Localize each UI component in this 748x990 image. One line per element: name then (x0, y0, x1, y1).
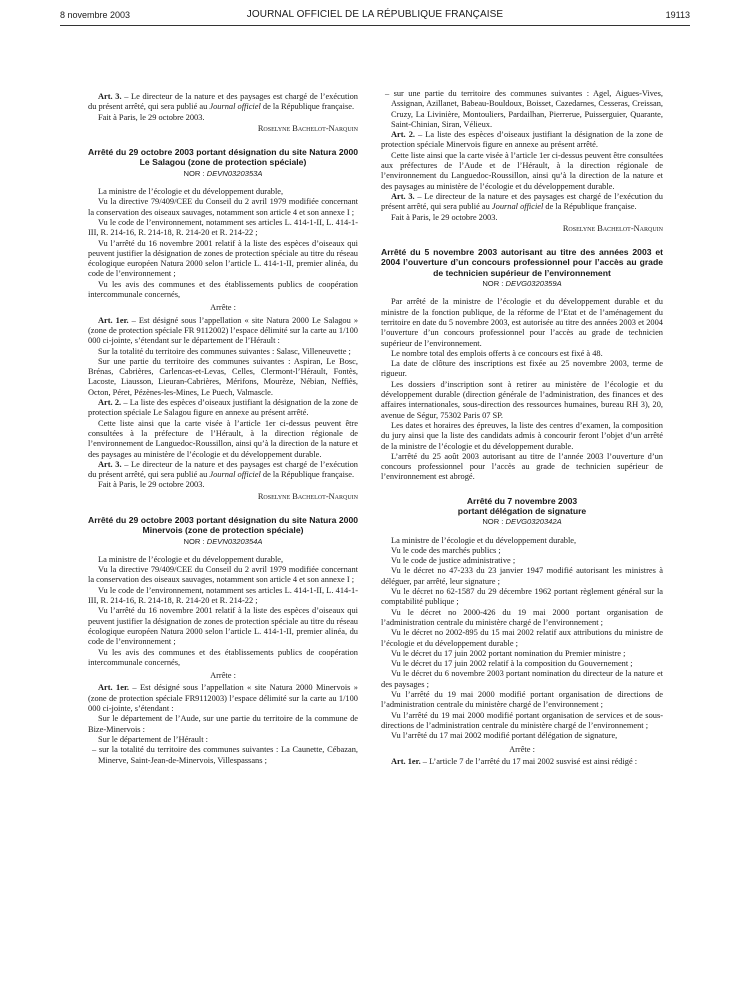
arrete-title: Arrêté du 5 novembre 2003 autorisant au titre des années 2003 et 2004 l’ouverture d’un concours professionnel pour l’accès au grade de technicien supérieur de l’environnement (381, 247, 663, 278)
nor-reference: NOR : DEVN0320353A (183, 168, 263, 178)
paragraph: Vu le décret no 62-1587 du 29 décembre 1962 portant règlement général sur la comptabilité publique ; (381, 587, 663, 607)
paragraph: Vu l’arrêté du 16 novembre 2001 relatif à la liste des espèces d’oiseaux qui peuvent justifier la désignation de zones de protection spéciale au titre du réseau écologique européen Natura 2000 selon l’article L. 414-1-II, premier alinéa, du code de l’environnement ; (88, 606, 358, 647)
paragraph: Par arrêté de la ministre de l’écologie et du développement durable et du ministre de la fonction publique, de la réforme de l’Etat et de l’aménagement du territoire en date du 5 novembre 2003, est autorisée au titre des années 2003 et 2004 l’ouverture d’un concours professionnel pour l’accès au grade de technicien supérieur de l’environnement. (381, 297, 663, 348)
arrete-title: Arrêté du 7 novembre 2003 (466, 495, 578, 506)
paragraph: Vu le décret du 17 juin 2002 portant nomination du Premier ministre ; (391, 648, 626, 658)
article-3: Art. 3. – Le directeur de la nature et des paysages est chargé de l’exécution du présent arrêté, qui sera publié au Journal officiel de la République française. (88, 459, 358, 480)
arrete-subtitle: portant délégation de signature (457, 505, 587, 516)
paragraph: Le nombre total des emplois offerts à ce concours est fixé à 48. (391, 348, 603, 358)
article-3: Art. 3. – Le directeur de la nature et des paysages est chargé de l’exécution du présent arrêté, qui sera publié au Journal officiel de la République française. (381, 191, 663, 212)
arrete-concours (381, 247, 663, 483)
paragraph: Sur la totalité du territoire des communes suivantes : Salasc, Villeneuvette ; (98, 346, 351, 356)
paragraph: Vu le code de l’environnement, notamment ses articles L. 414-1-II, L. 414-1-III, R. 214-16, R. 214-18, R. 214-20 et R. 214-22 ; (88, 217, 358, 238)
article-1: Art. 1er. – L’article 7 de l’arrêté du 17 mai 2002 susvisé est ainsi rédigé : (391, 756, 638, 766)
article-3: Art. 3. – Le directeur de la nature et des paysages est chargé de l’exécution du présent arrêté, qui sera publié au Journal officiel de la République française. (88, 92, 358, 112)
list-item: – sur la totalité du territoire des communes suivantes : La Caunette, Cébazan, Minerve, Saint-Jean-de-Minervois, Villespassans ; (92, 745, 358, 765)
arrete-minervois (88, 515, 358, 766)
paragraph: Vu l’arrêté du 19 mai 2000 modifié portant organisation de services et de sous-directions de l’administration centrale du ministère chargé de l’environnement ; (381, 710, 663, 730)
header-rule (60, 25, 690, 26)
article-1: Art. 1er. – Est désigné sous l’appellation « site Natura 2000 Le Salagou » (zone de protection spéciale FR 9112002) l’espace délimité sur la carte au 1/100 000 ci-jointe, s’étendant sur le département de l’Hérault : (88, 315, 359, 346)
paragraph: Vu les avis des communes et des établissements publics de coopération intercommunale concernés, (88, 279, 358, 300)
paragraph: Vu le décret du 6 novembre 2003 portant nomination du directeur de la nature et des paysages ; (381, 669, 663, 689)
nor-reference: NOR : DEVG0320359A (482, 279, 562, 289)
fait-a-paris: Fait à Paris, le 29 octobre 2003. (391, 212, 498, 222)
signature: Roselyne Bachelot-Narquin (257, 491, 358, 501)
paragraph: Cette liste ainsi que la carte visée à l’article 1er ci-dessus peuvent être consultées aux préfectures de l’Aude et de l’Hérault, à la direction régionale de l’environnement du Languedoc-Roussillon, ainsi qu’à la direction de la nature et des paysages au ministère de l’écologie et du développement durable. (381, 150, 663, 191)
article-1: Art. 1er. – Est désigné sous l’appellation « site Natura 2000 Minervois » (zone de protection spéciale FR9112003) l’espace délimité sur la carte au 1/100 000 ci-jointe, s’étendant : (88, 683, 358, 714)
paragraph: Vu le décret du 17 juin 2002 relatif à la composition du Gouvernement ; (391, 659, 633, 669)
signature: Roselyne Bachelot-Narquin (257, 123, 358, 133)
paragraph: Vu le décret no 2000-426 du 19 mai 2000 portant organisation de l’administration centrale du ministère chargé de l’environnement ; (381, 607, 663, 627)
arrete-title: Arrêté du 29 octobre 2003 portant désignation du site Natura 2000 Minervois (zone de protection spéciale) (88, 514, 358, 536)
paragraph: Vu l’arrêté du 16 novembre 2001 relatif à la liste des espèces d’oiseaux qui peuvent justifier la désignation de zones de protection spéciale au titre du réseau écologique européen Natura 2000 selon l’article L. 414-1-II, premier alinéa, du code de l’environnement ; (88, 238, 358, 279)
paragraph: Vu le décret no 2002-895 du 15 mai 2002 relatif aux attributions du ministre de l’écologie et du développement durable ; (381, 628, 663, 648)
header-date: 8 novembre 2003 (60, 10, 131, 20)
paragraph: Les dates et horaires des épreuves, la liste des centres d’examen, la composition du jury ainsi que la liste des candidats admis à concourir feront l’objet d’un arrêté de la ministre de l’écologie et du développement durable. (381, 420, 663, 451)
paragraph: Vu le code de l’environnement, notamment ses articles L. 414-1-II, L. 414-1-III, R. 214-16, R. 214-18, R. 214-20 et R. 214-22 ; (88, 585, 358, 606)
paragraph: Vu la directive 79/409/CEE du Conseil du 2 avril 1979 modifiée concernant la conservation des oiseaux sauvages, notamment son article 4 et son annexe I ; (88, 197, 358, 217)
paragraph: La ministre de l’écologie et du développement durable, (98, 187, 284, 197)
paragraph: Vu le code de justice administrative ; (391, 556, 516, 566)
arrete-delegation (381, 496, 663, 767)
paragraph: Cette liste ainsi que la carte visée à l’article 1er ci-dessus peuvent être consultées à la préfecture de l’Hérault, à la direction régionale de l’environnement de Languedoc-Roussillon, ainsi qu’à la direction de la nature et des paysages au ministère de l’écologie et du développement durable. (88, 418, 358, 459)
paragraph: L’arrêté du 25 août 2003 autorisant au titre de l’année 2003 l’ouverture d’un concours professionnel pour l’accès au grade de technicien supérieur de l’environnement est abrogé. (381, 451, 663, 482)
list-item: – sur une partie du territoire des communes suivantes : Agel, Aigues-Vives, Assignan, Azillanet, Babeau-Bouldoux, Boisset, Cazedarnes, Cesseras, Creissan, Cruzy, La Livinière, Montouliers, Pardailhan, Pierrerue, Puisserguier, Quarante, Saint-Chinian, Siran, Vélieux. (385, 89, 663, 129)
paragraph: Vu le décret no 47-233 du 23 janvier 1947 modifié autorisant les ministres à déléguer, par arrêté, leur signature ; (381, 566, 663, 586)
paragraph: La ministre de l’écologie et du développement durable, (391, 535, 577, 545)
header-journal-title: JOURNAL OFFICIEL DE LA RÉPUBLIQUE FRANÇAISE (246, 9, 504, 20)
paragraph: Vu la directive 79/409/CEE du Conseil du 2 avril 1979 modifiée concernant la conservation des oiseaux sauvages, notamment son article 4 et son annexe I ; (88, 565, 358, 585)
paragraph: Vu l’arrêté du 19 mai 2000 modifié portant organisation de directions de l’administration centrale du ministère chargé de l’environnement ; (381, 690, 663, 710)
paragraph: Les dossiers d’inscription sont à retirer au ministère de l’écologie et du développement durable (direction générale de l’administration, des finances et des affaires internationales, sous-direction des ressources humaines, bureau RH 3), 20, avenue de Ségur, 75302 Paris 07 SP. (381, 379, 663, 420)
paragraph: La date de clôture des inscriptions est fixée au 25 novembre 2003, terme de rigueur. (381, 359, 663, 379)
page-header (60, 10, 690, 26)
arrete-heading: Arrête : (210, 303, 236, 313)
fait-a-paris: Fait à Paris, le 29 octobre 2003. (98, 480, 205, 490)
arrete-salagou (88, 147, 358, 502)
arrete-heading: Arrête : (210, 671, 236, 681)
paragraph: Sur le département de l’Hérault : (98, 734, 208, 744)
paragraph: Vu les avis des communes et des établissements publics de coopération intercommunale concernés, (88, 647, 358, 667)
paragraph: Vu le code des marchés publics ; (391, 545, 501, 555)
header-page-number: 19113 (665, 10, 690, 20)
fait-a-paris: Fait à Paris, le 29 octobre 2003. (98, 112, 205, 122)
signature: Roselyne Bachelot-Narquin (562, 223, 663, 233)
article-2: Art. 2. – La liste des espèces d’oiseaux justifiant la désignation de la zone de protection spéciale Le Salagou figure en annexe au présent arrêté. (88, 398, 358, 418)
left-column (88, 92, 358, 766)
paragraph: Sur une partie du territoire des communes suivantes : Aspiran, Le Bosc, Brénas, Cabrières, Carlencas-et-Levas, Celles, Clermont-l’Hérault, Fontès, Lacoste, Liausson, Lieuran-Cabrières, Mérifons, Mourèze, Nébian, Neffiès, Octon, Péret, Pézènes-les-Mines, Le Puech, Valmascle. (88, 356, 358, 397)
arrete-heading: Arrête : (509, 744, 535, 754)
right-column (381, 89, 663, 767)
paragraph: Sur le département de l’Aude, sur une partie du territoire de la commune de Bize-Minervois : (88, 714, 358, 734)
nor-reference: NOR : DEVG0320342A (482, 517, 562, 527)
paragraph: Vu l’arrêté du 17 mai 2002 modifié portant délégation de signature, (391, 731, 618, 741)
paragraph: La ministre de l’écologie et du développement durable, (98, 554, 284, 564)
arrete-title: Arrêté du 29 octobre 2003 portant désignation du site Natura 2000 Le Salagou (zone de protection spéciale) (88, 147, 358, 168)
nor-reference: NOR : DEVN0320354A (183, 536, 263, 546)
article-2: Art. 2. – La liste des espèces d’oiseaux justifiant la désignation de la zone de protection spéciale Minervois figure en annexe au présent arrêté. (381, 130, 663, 150)
